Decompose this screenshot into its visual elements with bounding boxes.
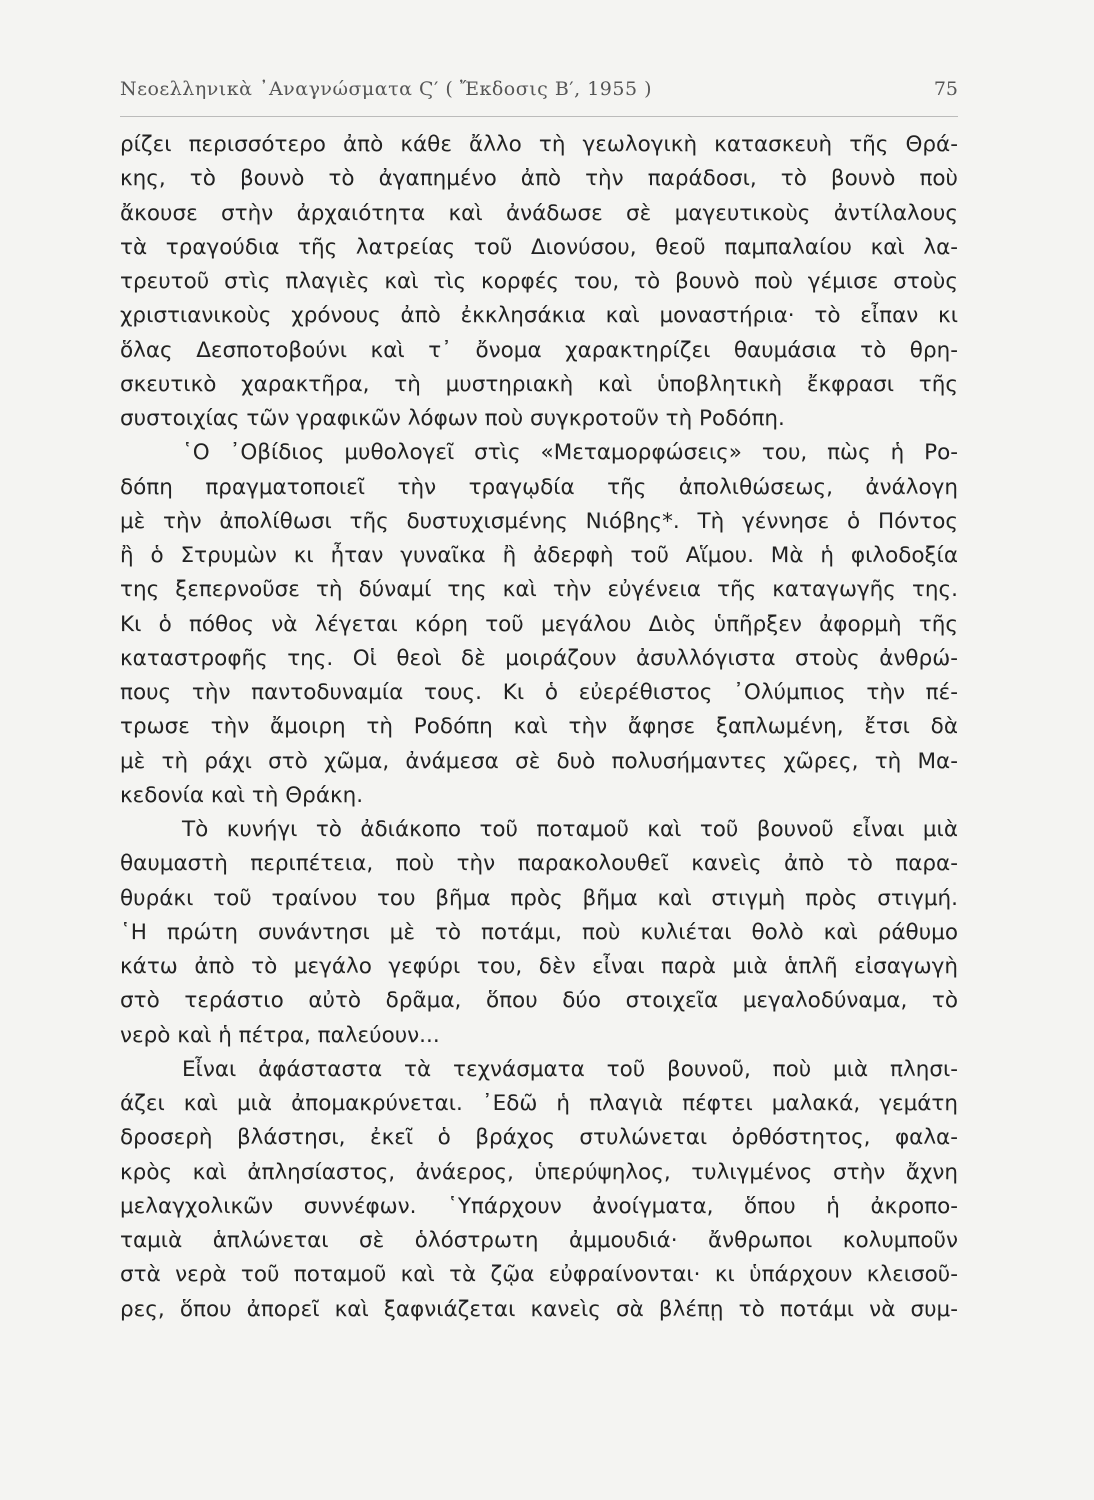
text-line: σκευτικὸ χαρακτῆρα, τὴ μυστηριακὴ καὶ ὑποβλητικὴ ἔκφρασι τῆς: [120, 371, 958, 397]
text-line: κης, τὸ βουνὸ τὸ ἀγαπημένο ἀπὸ τὴν παράδοσι, τὸ βουνὸ ποὺ: [120, 166, 958, 192]
text-line: Τὸ κυνήγι τὸ ἀδιάκοπο τοῦ ποταμοῦ καὶ τοῦ βουνοῦ εἶναι μιὰ: [182, 817, 958, 842]
text-line: δόπη πραγματοποιεῖ τὴν τραγῳδία τῆς ἀπολιθώσεως, ἀνάλογη: [120, 474, 958, 500]
text-line: άζει καὶ μιὰ ἀπομακρύνεται. ᾿Εδῶ ἡ πλαγιὰ πέφτει μαλακά, γεμάτη: [120, 1091, 958, 1116]
text-line: ρίζει περισσότερο ἀπὸ κάθε ἄλλο τὴ γεωλογικὴ κατασκευὴ τῆς Θρά-: [120, 132, 958, 157]
text-line: ῾Η πρώτη συνάντησι μὲ τὸ ποτάμι, ποὺ κυλιέται θολὸ καὶ ράθυμο: [120, 919, 958, 945]
text-line: δροσερὴ βλάστησι, ἐκεῖ ὁ βράχος στυλώνεται ὀρθόστητος, φαλα-: [120, 1125, 958, 1151]
text-line: χριστιανικοὺς χρόνους ἀπὸ ἐκκλησάκια καὶ μοναστήρια· τὸ εἶπαν κι: [120, 303, 958, 329]
text-line: συστοιχίας τῶν γραφικῶν λόφων ποὺ συγκροτοῦν τὴ Ροδόπη.: [120, 406, 785, 431]
text-line: ῾Ο ᾿Οβίδιος μυθολογεῖ στὶς «Μεταμορφώσεις» του, πὼς ἡ Ρο-: [182, 440, 958, 466]
text-line: τὰ τραγούδια τῆς λατρείας τοῦ Διονύσου, θεοῦ παμπαλαίου καὶ λα-: [120, 234, 958, 260]
header-rule: [120, 116, 958, 117]
text-line: θαυμαστὴ περιπέτεια, ποὺ τὴν παρακολουθεῖ κανεὶς ἀπὸ τὸ παρα-: [120, 851, 958, 877]
page-header: [120, 78, 958, 112]
text-line: κρὸς καὶ ἀπλησίαστος, ἀνάερος, ὑπερύψηλος, τυλιγμένος στὴν ἄχνη: [120, 1159, 958, 1185]
text-line: τρωσε τὴν ἄμοιρη τὴ Ροδόπη καὶ τὴν ἄφησε ξαπλωμένη, ἔτσι δὰ: [120, 714, 958, 740]
text-line: κεδονία καὶ τὴ Θράκη.: [120, 782, 364, 808]
text-line: Κι ὁ πόθος νὰ λέγεται κόρη τοῦ μεγάλου Διὸς ὑπῆρξεν ἀφορμὴ τῆς: [120, 611, 958, 637]
text-line: πους τὴν παντοδυναμία τους. Κι ὁ εὐερέθιστος ᾿Ολύμπιος τὴν πέ-: [120, 680, 958, 705]
text-line: μελαγχολικῶν συννέφων. ῾Υπάρχουν ἀνοίγματα, ὅπου ἡ ἀκροπο-: [120, 1193, 958, 1219]
text-line: ὅλας Δεσποτοβούνι καὶ τ᾿ ὄνομα χαρακτηρίζει θαυμάσια τὸ θρη-: [120, 337, 958, 363]
text-line: ἄκουσε στὴν ἀρχαιότητα καὶ ἀνάδωσε σὲ μαγευτικοὺς ἀντίλαλους: [120, 200, 958, 226]
text-line: κάτω ἀπὸ τὸ μεγάλο γεφύρι του, δὲν εἶναι παρὰ μιὰ ἁπλῆ εἰσαγωγὴ: [120, 954, 958, 979]
text-line: μὲ τὴ ράχι στὸ χῶμα, ἀνάμεσα σὲ δυὸ πολυσήμαντες χῶρες, τὴ Μα-: [120, 748, 958, 774]
text-line: θυράκι τοῦ τραίνου του βῆμα πρὸς βῆμα καὶ στιγμὴ πρὸς στιγμή.: [120, 885, 958, 911]
text-line: ἢ ὁ Στρυμὼν κι ἦταν γυναῖκα ἢ ἀδερφὴ τοῦ Αἵμου. Μὰ ἡ φιλοδοξία: [120, 543, 958, 568]
body-text: [120, 128, 958, 1327]
text-line: καταστροφῆς της. Οἱ θεοὶ δὲ μοιράζουν ἀσυλλόγιστα στοὺς ἀνθρώ-: [120, 645, 958, 671]
text-line: ρες, ὅπου ἀπορεῖ καὶ ξαφνιάζεται κανεὶς σὰ βλέπῃ τὸ ποτάμι νὰ συμ-: [120, 1296, 958, 1322]
text-line: ταμιὰ ἁπλώνεται σὲ ὁλόστρωτη ἀμμουδιά· ἄνθρωποι κολυμποῦν: [120, 1228, 958, 1253]
text-line: μὲ τὴν ἀπολίθωσι τῆς δυστυχισμένης Νιόβης*. Τὴ γέννησε ὁ Πόντος: [120, 508, 958, 534]
text-line: στὸ τεράστιο αὐτὸ δρᾶμα, ὅπου δύο στοιχεῖα μεγαλοδύναμα, τὸ: [120, 988, 958, 1014]
text-line: τρευτοῦ στὶς πλαγιὲς καὶ τὶς κορφές του, τὸ βουνὸ ποὺ γέμισε στοὺς: [120, 269, 958, 294]
text-line: της ξεπερνοῦσε τὴ δύναμί της καὶ τὴν εὐγένεια τῆς καταγωγῆς της.: [120, 577, 958, 603]
running-title: Νεοελληνικὰ ᾿Αναγνώσματα Ϛ′ ( Ἔκδοσις Β′, 1955 ): [120, 78, 653, 100]
text-line: στὰ νερὰ τοῦ ποταμοῦ καὶ τὰ ζῷα εὐφραίνονται· κι ὑπάρχουν κλεισοῦ-: [120, 1262, 958, 1288]
text-line: νερὸ καὶ ἡ πέτρα, παλεύουν...: [120, 1022, 440, 1048]
text-line: Εἶναι ἀφάσταστα τὰ τεχνάσματα τοῦ βουνοῦ, ποὺ μιὰ πλησι-: [182, 1056, 958, 1082]
page-number: 75: [933, 78, 958, 100]
